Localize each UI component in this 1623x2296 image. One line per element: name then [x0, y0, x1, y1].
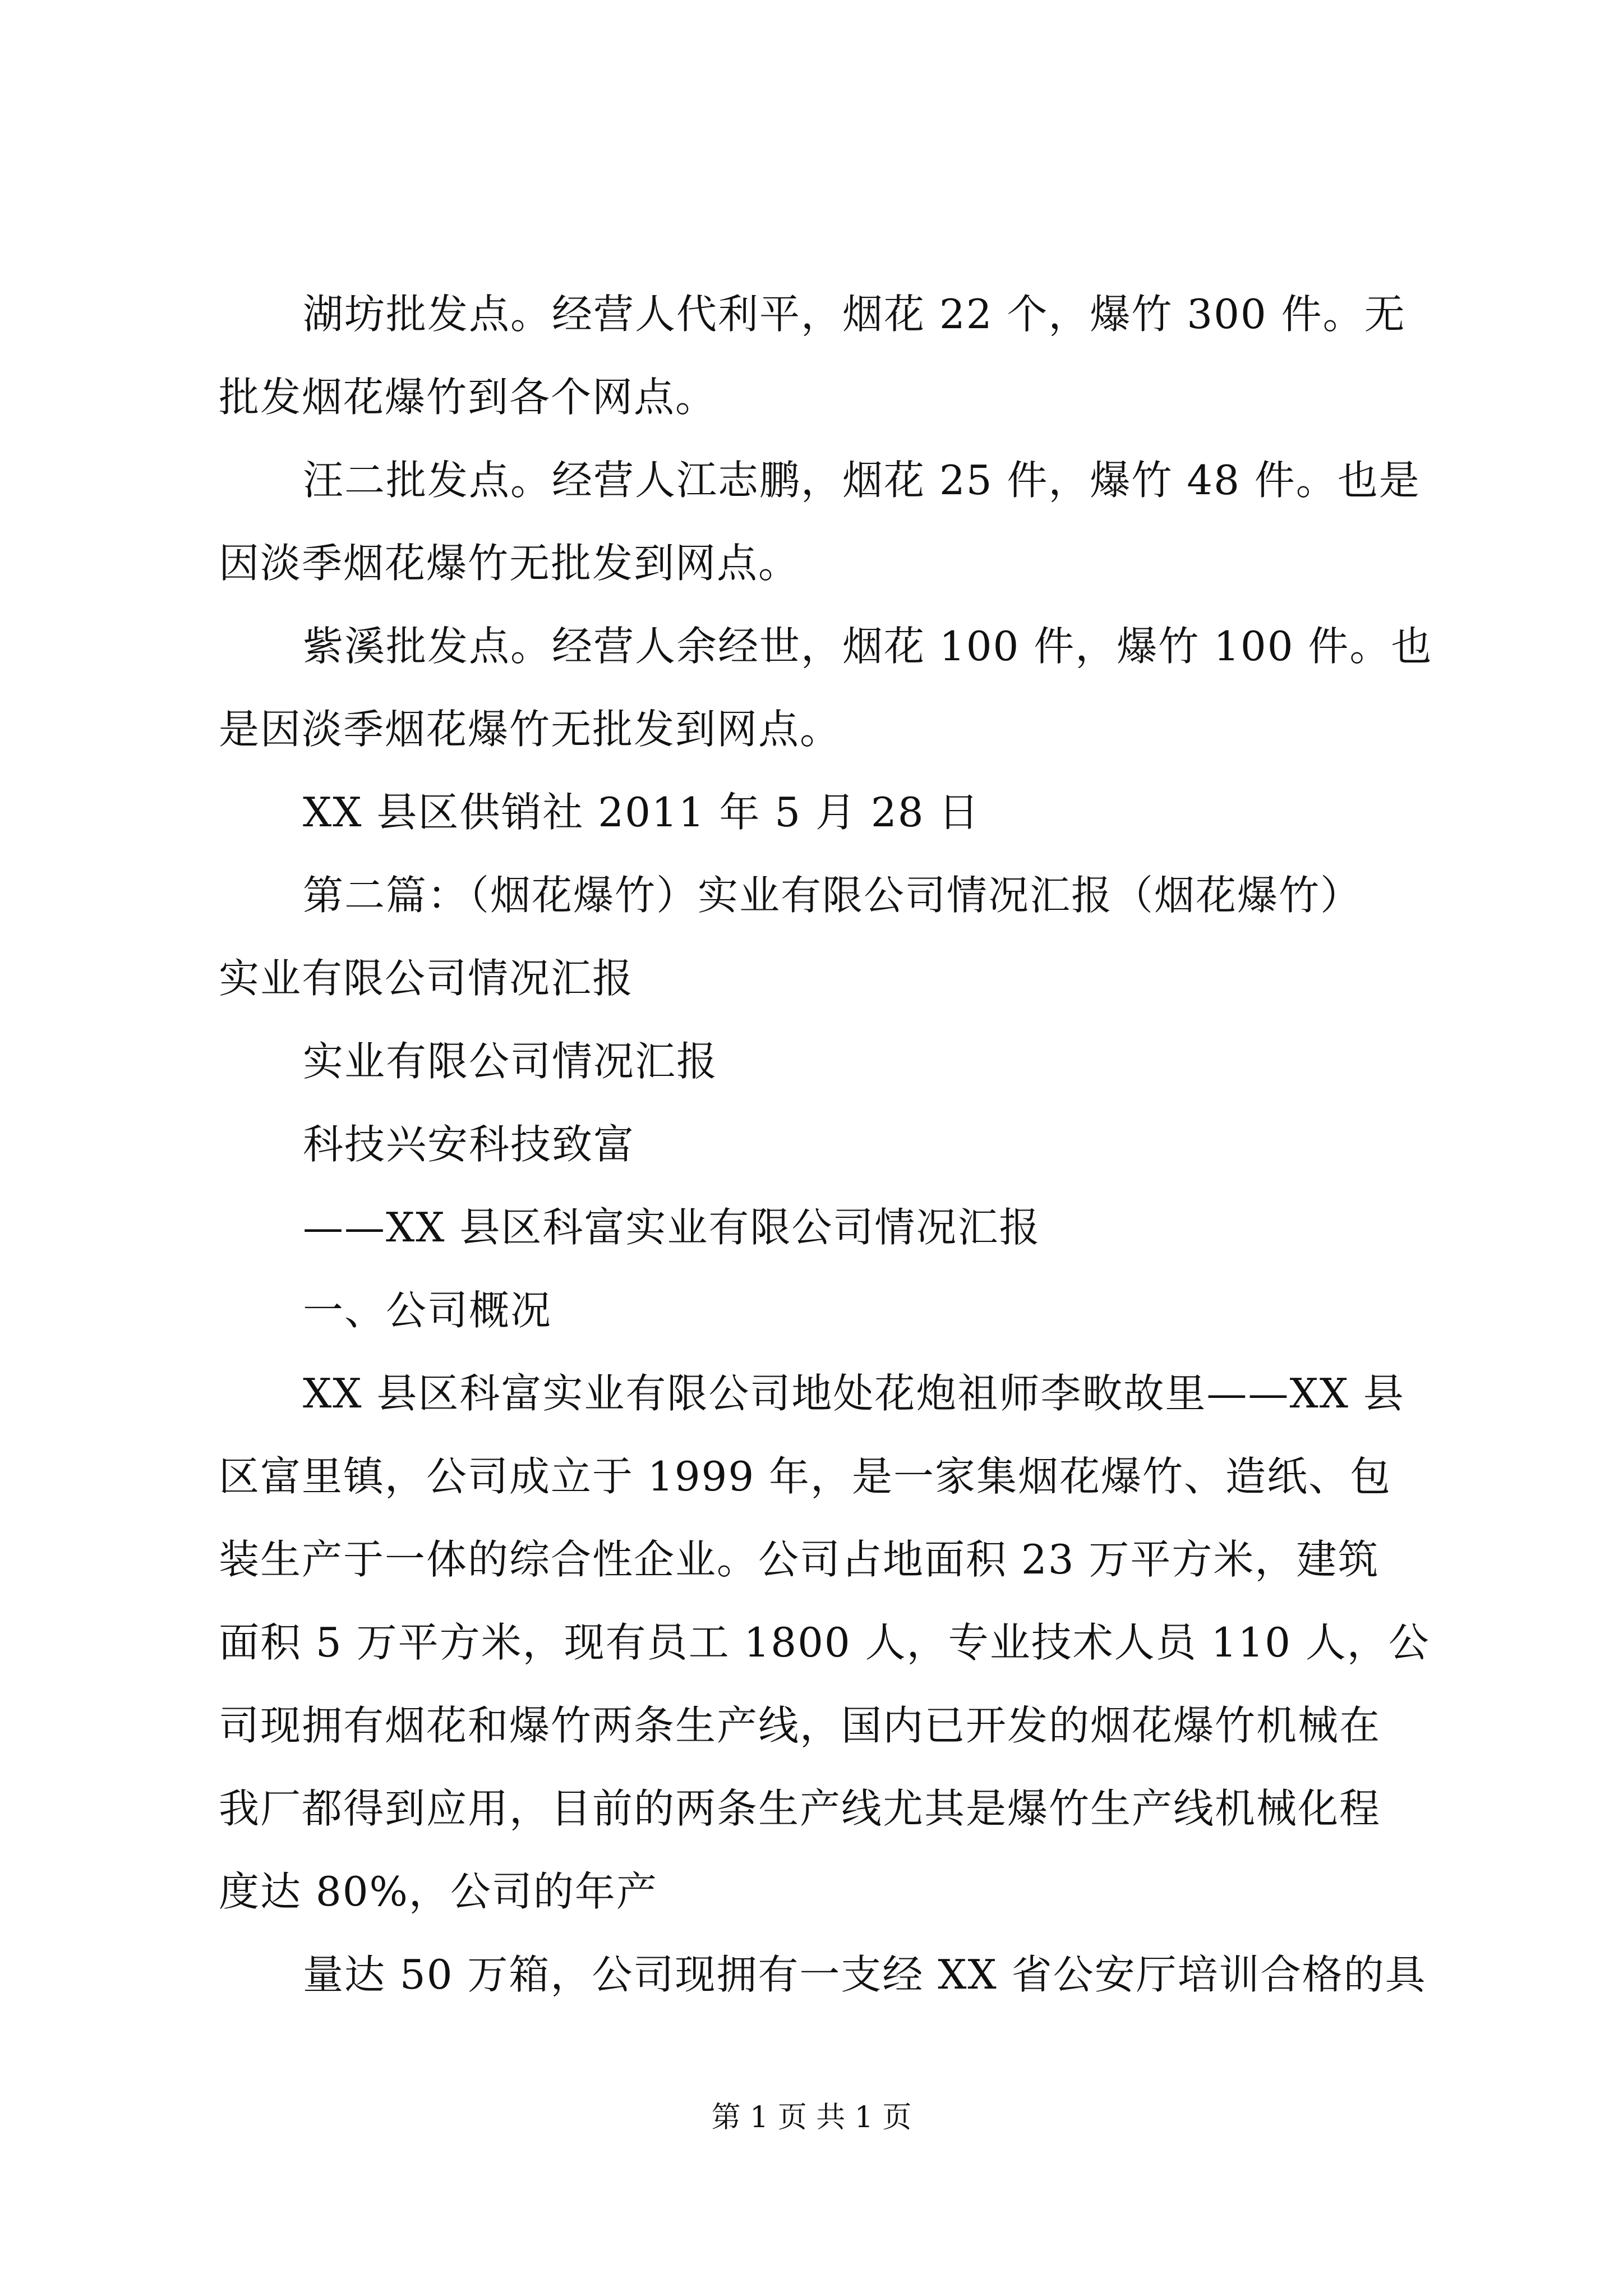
section-heading: 一、公司概况: [303, 1287, 552, 1334]
heading-line: 科技兴安科技致富: [303, 1121, 635, 1168]
paragraph-line: 装生产于一体的综合性企业。公司占地面积 23 万平方米，建筑: [219, 1536, 1380, 1583]
paragraph-line: 我厂都得到应用，目前的两条生产线尤其是爆竹生产线机械化程: [219, 1785, 1381, 1832]
paragraph-line: 度达 80%，公司的年产: [219, 1868, 658, 1915]
page-number-footer: 第 1 页 共 1 页: [711, 2101, 912, 2134]
paragraph-line: 量达 50 万箱，公司现拥有一支经 XX 省公安厅培训合格的具: [303, 1951, 1427, 1998]
date-signature-line: XX 县区供销社 2011 年 5 月 28 日: [303, 789, 980, 836]
paragraph-line: 紫溪批发点。经营人余经世，烟花 100 件，爆竹 100 件。也: [303, 623, 1433, 670]
section-title-line: 第二篇：（烟花爆竹）实业有限公司情况汇报（烟花爆竹）: [303, 872, 1362, 919]
section-title-line: 实业有限公司情况汇报: [219, 955, 634, 1002]
paragraph-line: 是因淡季烟花爆竹无批发到网点。: [219, 706, 842, 753]
paragraph-line: 面积 5 万平方米，现有员工 1800 人，专业技术人员 110 人，公: [219, 1619, 1430, 1666]
paragraph-line: 汪二批发点。经营人江志鹏，烟花 25 件，爆竹 48 件。也是: [303, 457, 1421, 504]
paragraph-line: 湖坊批发点。经营人代利平，烟花 22 个，爆竹 300 件。无: [303, 291, 1406, 338]
paragraph-line: 因淡季烟花爆竹无批发到网点。: [219, 540, 800, 587]
heading-line: 实业有限公司情况汇报: [303, 1038, 718, 1085]
paragraph-line: 司现拥有烟花和爆竹两条生产线，国内已开发的烟花爆竹机械在: [219, 1702, 1381, 1749]
subtitle-line: ——XX 县区科富实业有限公司情况汇报: [303, 1204, 1041, 1251]
paragraph-line: 批发烟花爆竹到各个网点。: [219, 374, 717, 421]
paragraph-line: XX 县区科富实业有限公司地处花炮祖师李畋故里——XX 县: [303, 1370, 1405, 1417]
paragraph-line: 区富里镇，公司成立于 1999 年，是一家集烟花爆竹、造纸、包: [219, 1453, 1392, 1500]
